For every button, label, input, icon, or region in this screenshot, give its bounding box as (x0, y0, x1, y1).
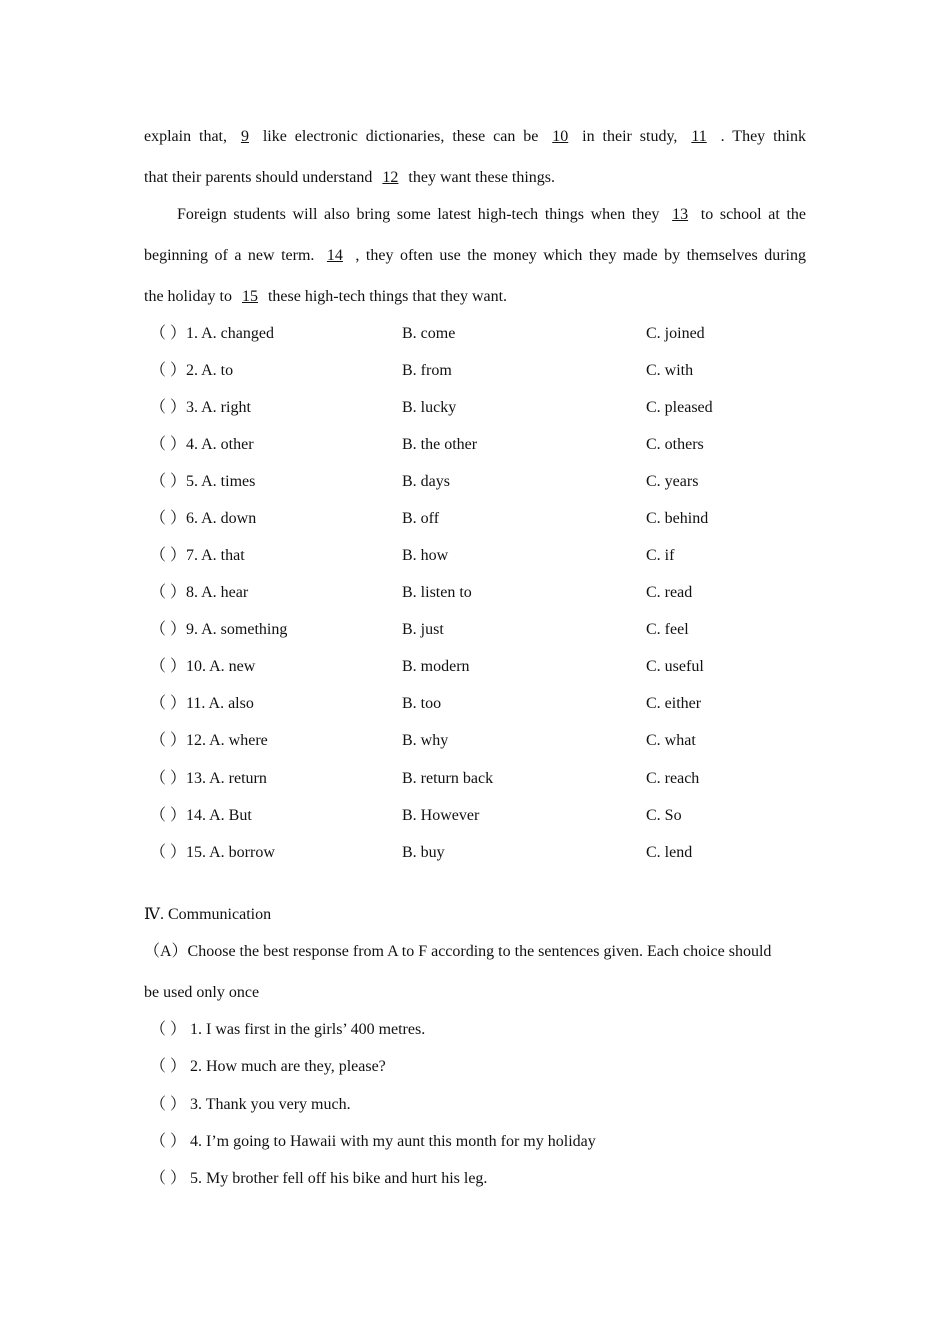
worksheet-page: explain that, 9 like electronic dictionaries, these can be 10 in their study, 11 . They think that their parents should understand 12 they want these things. Foreign students will also bring some latest high-tech things when they 13 to school at the beginning of a new term. 14 , they often use the money which they made by themselves during the holiday to 15 these high-tech things that they want. （ ） 1. A. changed B. come C. joined （ ） 2. A. to B. from C. with （ ） 3. A. right B. lucky C. pleased （ ） 4. A. other B. the other C. others （ ） 5. A. times B. days C. years （ ） 6. A. down B. off C. behind （ ） 7. A. that B. how C. if （ ） 8. A. hear B. listen to C. read （ ） 9. A. something B. just C. feel （ ） 10. A. new B. modern C. useful （ ） 11. A. also B. too C. either （ ） 12. A. where B. why C. what （ ） 13. A. return B. return back C. reach （ ） 14. A. But B. However C. So （ ） 15. A. borrow B. buy C. lend Ⅳ. Communication （A）Choose the best response from A to F according to the sentences given. Each choice should be used only once （ ） 1. I was first in the girls’ 400 metres. （ ） 2. How much are they, please? （ ） 3. Thank you very much. （ ） 4. I’m going to Hawaii with my aunt this month for my holiday （ ） 5. My brother fell off his bike and hurt his leg. (0, 0, 950, 1344)
question-row: （ ） 5. A. times B. days C. years (144, 471, 806, 493)
section-heading: Ⅳ. Communication (144, 906, 272, 923)
answer-paren[interactable]: （ ） (150, 1133, 187, 1150)
answer-paren[interactable]: （ ） (150, 510, 187, 527)
question-row: （ ） 7. A. that B. how C. if (144, 545, 806, 567)
blank-13: 13 (672, 206, 689, 223)
answer-paren[interactable]: （ ） (150, 584, 187, 601)
answer-paren[interactable]: （ ） (150, 807, 187, 824)
question-row: （ ） 10. A. new B. modern C. useful (144, 656, 806, 678)
section-instruction: （A）Choose the best response from A to F according to the sentences given. Each choice should (144, 943, 772, 960)
answer-paren[interactable]: （ ） (150, 1021, 187, 1038)
question-row: （ ） 13. A. return B. return back C. reach (144, 768, 806, 790)
passage-line: the holiday to 15 these high-tech things that they want. (144, 288, 508, 305)
answer-paren[interactable]: （ ） (150, 1170, 187, 1187)
blank-10: 10 (552, 128, 569, 145)
answer-paren[interactable]: （ ） (150, 473, 187, 490)
passage-line: beginning of a new term. 14 , they often use the money which they made by themselves during (144, 247, 806, 264)
question-row: （ ） 15. A. borrow B. buy C. lend (144, 842, 806, 864)
question-row: （ ） 6. A. down B. off C. behind (144, 508, 806, 530)
answer-paren[interactable]: （ ） (150, 399, 187, 416)
question-row: （ ） 11. A. also B. too C. either (144, 693, 806, 715)
question-row: （ ） 3. A. right B. lucky C. pleased (144, 397, 806, 419)
blank-15: 15 (241, 288, 258, 305)
answer-paren[interactable]: （ ） (150, 695, 187, 712)
passage-line: that their parents should understand 12 they want these things. (144, 169, 556, 186)
question-row: （ ） 8. A. hear B. listen to C. read (144, 582, 806, 604)
answer-paren[interactable]: （ ） (150, 658, 187, 675)
blank-14: 14 (326, 247, 343, 264)
answer-paren[interactable]: （ ） (150, 362, 187, 379)
question-row: （ ） 4. A. other B. the other C. others (144, 434, 806, 456)
question-row: （ ） 2. A. to B. from C. with (144, 360, 806, 382)
answer-paren[interactable]: （ ） (150, 844, 187, 861)
answer-paren[interactable]: （ ） (150, 1058, 187, 1075)
blank-11: 11 (691, 128, 707, 145)
blank-12: 12 (382, 169, 399, 186)
passage-line: Foreign students will also bring some latest high-tech things when they 13 to school at the (177, 206, 807, 223)
question-row: （ ） 12. A. where B. why C. what (144, 730, 806, 752)
question-row: （ ） 9. A. something B. just C. feel (144, 619, 806, 641)
answer-paren[interactable]: （ ） (150, 547, 187, 564)
passage-line: explain that, 9 like electronic dictionaries, these can be 10 in their study, 11 . They think (144, 128, 806, 145)
answer-paren[interactable]: （ ） (150, 325, 187, 342)
question-row: （ ） 14. A. But B. However C. So (144, 805, 806, 827)
answer-paren[interactable]: （ ） (150, 770, 187, 787)
answer-paren[interactable]: （ ） (150, 621, 187, 638)
question-row: （ ） 1. A. changed B. come C. joined (144, 323, 806, 345)
answer-paren[interactable]: （ ） (150, 1096, 187, 1113)
answer-paren[interactable]: （ ） (150, 732, 187, 749)
blank-9: 9 (240, 128, 249, 145)
section-instruction: be used only once (144, 984, 260, 1001)
answer-paren[interactable]: （ ） (150, 436, 187, 453)
